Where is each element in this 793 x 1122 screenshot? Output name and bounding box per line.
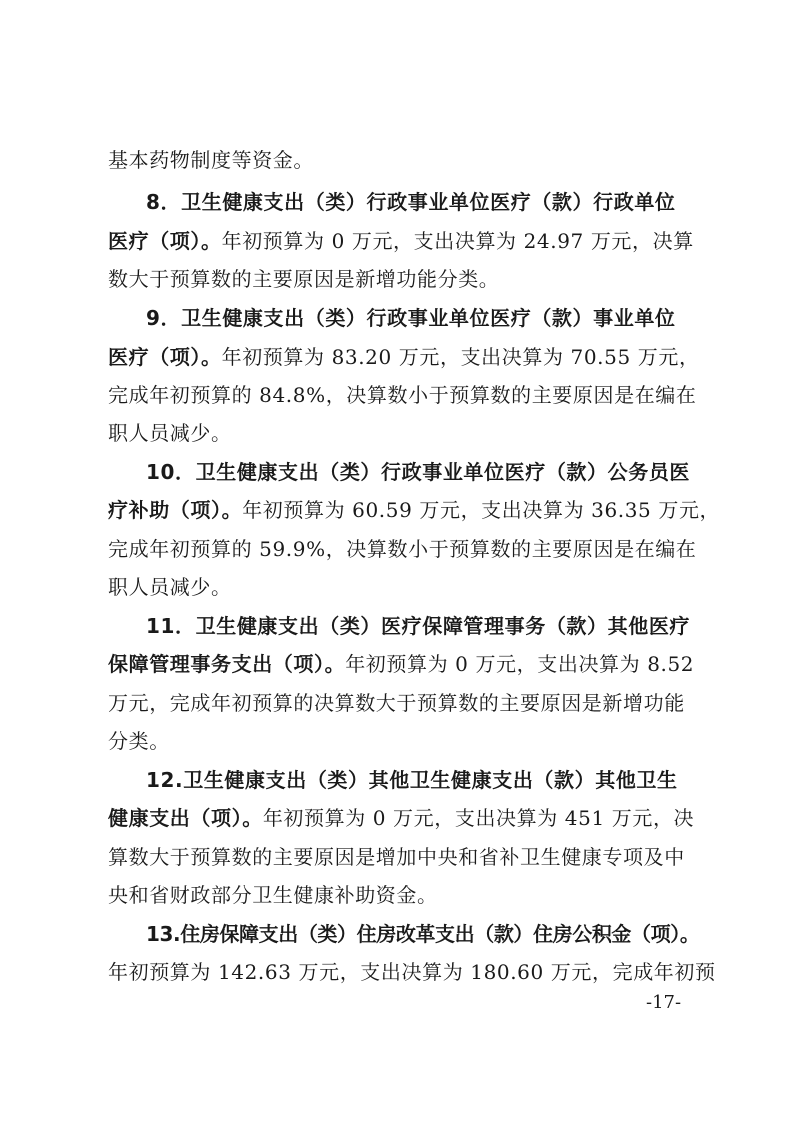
- text-line: [108, 572, 688, 602]
- line-text: 年初预算为 83.20 万元，支出决算为 70.55 万元，: [221, 345, 700, 369]
- item-heading: 13.住房保障支出（类）住房改革支出（款）住房公积金（项）。: [146, 922, 700, 946]
- text-line: [108, 226, 694, 256]
- item-heading: 8．卫生健康支出（类）行政事业单位医疗（款）行政单位: [146, 190, 676, 214]
- heading-item-10: [146, 457, 691, 487]
- item-heading: 健康支出（项）。: [108, 806, 263, 830]
- line-text: 年初预算为 142.63 万元，支出决算为 180.60 万元，完成年初预: [108, 960, 716, 984]
- text-line: [108, 649, 695, 679]
- line-text: 数大于预算数的主要原因是新增功能分类。: [108, 267, 500, 291]
- line-text: 完成年初预算的 59.9%，决算数小于预算数的主要原因是在编在: [108, 537, 697, 561]
- line-text: 年初预算为 60.59 万元，支出决算为 36.35 万元，: [242, 498, 721, 522]
- heading-item-9: [146, 303, 688, 333]
- line-text: 年初预算为 0 万元，支出决算为 24.97 万元，决算: [221, 229, 694, 253]
- text-line: [108, 380, 697, 410]
- heading-item-8: [146, 187, 688, 217]
- item-heading: 9．卫生健康支出（类）行政事业单位医疗（款）事业单位: [146, 306, 676, 330]
- text-line: [108, 495, 721, 525]
- line-text: 万元，完成年初预算的决算数大于预算数的主要原因是新增功能: [108, 691, 685, 715]
- text-line: [108, 534, 697, 564]
- text-line: [108, 880, 688, 910]
- line-text: 分类。: [108, 729, 170, 753]
- item-heading: 医疗（项）。: [108, 229, 222, 253]
- text-line: [108, 688, 688, 718]
- text-line: [108, 957, 716, 987]
- item-heading: 10．卫生健康支出（类）行政事业单位医疗（款）公务员医: [146, 460, 691, 484]
- text-line: [108, 264, 688, 294]
- heading-item-11: [146, 611, 691, 641]
- line-text: 职人员减少。: [108, 421, 232, 445]
- line-text: 央和省财政部分卫生健康补助资金。: [108, 883, 438, 907]
- text-line: [108, 418, 688, 448]
- heading-item-13: [146, 919, 700, 949]
- item-heading: 12.卫生健康支出（类）其他卫生健康支出（款）其他卫生: [146, 768, 678, 792]
- line-text: 年初预算为 0 万元，支出决算为 451 万元，决: [262, 806, 695, 830]
- item-heading: 保障管理事务支出（项）。: [108, 652, 346, 676]
- line-text: 年初预算为 0 万元，支出决算为 8.52: [345, 652, 695, 676]
- line-text: 算数大于预算数的主要原因是增加中央和省补卫生健康专项及中: [108, 845, 685, 869]
- line-text: 职人员减少。: [108, 575, 232, 599]
- text-line: [108, 145, 688, 175]
- text-line: [108, 842, 688, 872]
- item-heading: 疗补助（项）。: [108, 498, 243, 522]
- page-number: -17-: [646, 992, 682, 1013]
- text-line: [108, 342, 700, 372]
- item-heading: 11．卫生健康支出（类）医疗保障管理事务（款）其他医疗: [146, 614, 691, 638]
- heading-item-12: [146, 765, 688, 795]
- line-text: 完成年初预算的 84.8%，决算数小于预算数的主要原因是在编在: [108, 383, 697, 407]
- line-text: 基本药物制度等资金。: [108, 148, 314, 172]
- item-heading: 医疗（项）。: [108, 345, 222, 369]
- text-line: [108, 803, 695, 833]
- text-line: [108, 726, 688, 756]
